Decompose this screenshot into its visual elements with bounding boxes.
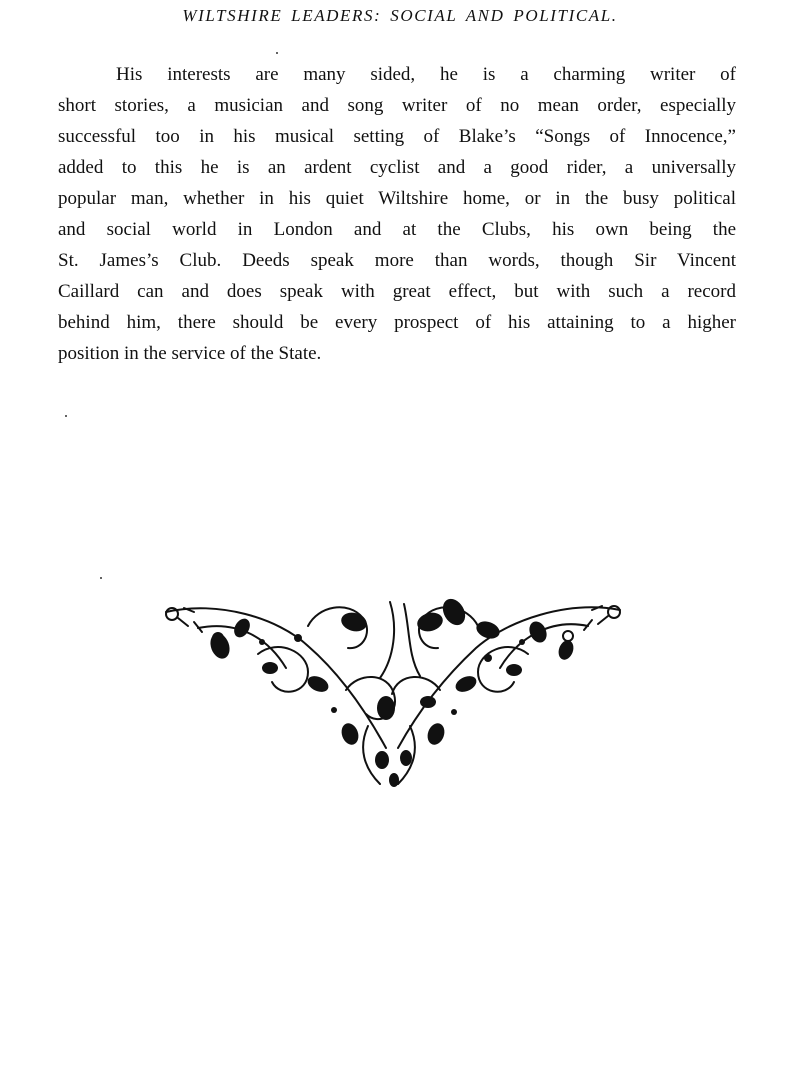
paragraph-line: and social world in London and at the Clubs, his own being the [58,219,736,240]
floral-ornament-icon [158,598,628,790]
paragraph-line: position in the service of the State. [58,343,322,364]
ink-speck [100,577,102,579]
running-head: WILTSHIRE LEADERS: SOCIAL AND POLITICAL. [182,6,618,25]
paragraph-line: successful too in his musical setting of Blake’s “Songs of Innocence,” [58,126,736,147]
paragraph-line: added to this he is an ardent cyclist and a good rider, a universally [58,157,736,178]
paragraph-line: popular man, whether in his quiet Wiltshire home, or in the busy political [58,188,736,209]
paragraph-line: St. James’s Club. Deeds speak more than words, though Sir Vincent [58,250,736,271]
paragraph-line: His interests are many sided, he is a charming writer of [116,64,736,85]
body-paragraph [58,59,736,369]
ink-speck [65,415,67,417]
paragraph-line: behind him, there should be every prospect of his attaining to a higher [58,312,736,333]
paragraph-line: Caillard can and does speak with great effect, but with such a record [58,281,736,302]
paragraph-line: short stories, a musician and song writer of no mean order, especially [58,95,736,116]
ink-speck [276,52,278,54]
